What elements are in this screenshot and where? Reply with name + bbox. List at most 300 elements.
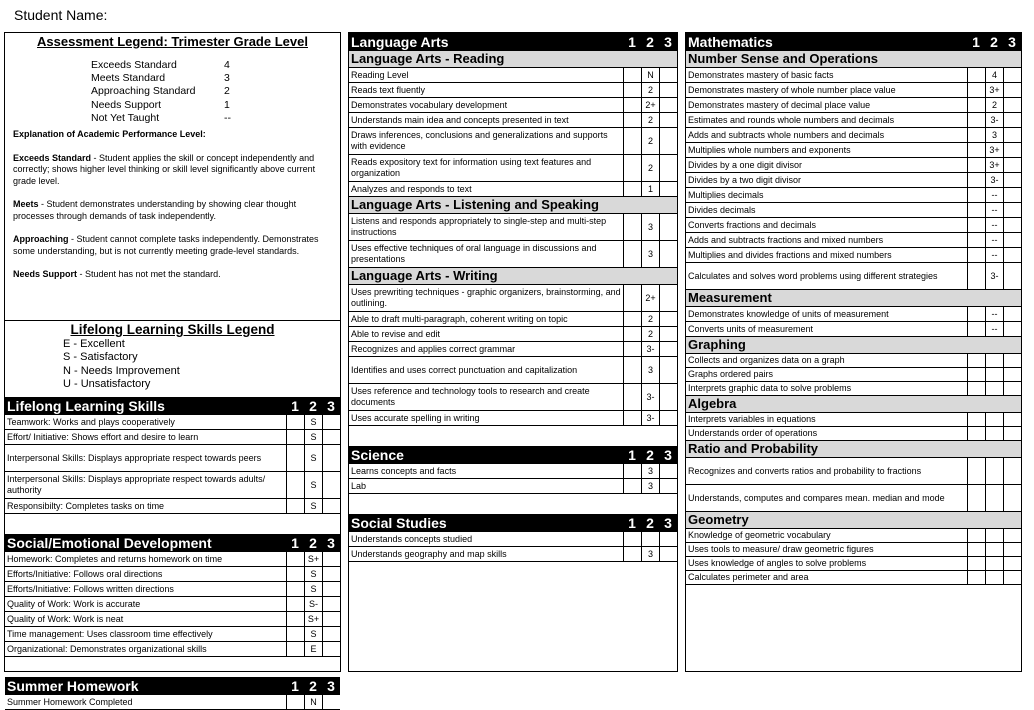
skill-label: Understands, computes and compares mean. median and mode bbox=[688, 492, 945, 503]
table-row bbox=[349, 357, 677, 384]
trimester-2-mark: S bbox=[304, 499, 322, 513]
skill-label: Quality of Work: Work is neat bbox=[7, 613, 124, 624]
table-row bbox=[5, 499, 340, 514]
trimester-3-mark bbox=[322, 582, 340, 596]
trimester-1-mark bbox=[623, 327, 641, 341]
trimester-header: 2 bbox=[646, 447, 654, 463]
trimester-3-mark bbox=[659, 241, 677, 267]
trimester-1-mark bbox=[967, 233, 985, 247]
skill-label: Divides by a one digit divisor bbox=[688, 159, 803, 170]
table-row bbox=[349, 312, 677, 327]
trimester-header: 1 bbox=[628, 34, 636, 50]
lifelong-legend-item: N - Needs Improvement bbox=[63, 364, 180, 377]
trimester-3-mark bbox=[1003, 557, 1021, 570]
paragraph-term: Approaching bbox=[13, 234, 69, 245]
table-row bbox=[686, 571, 1021, 585]
skill-label: Responsibilty: Completes tasks on time bbox=[7, 500, 165, 511]
trimester-2-mark: S bbox=[304, 582, 322, 596]
trimester-2-mark: 3 bbox=[641, 479, 659, 493]
trimester-1-mark bbox=[967, 413, 985, 426]
skill-label: Demonstrates mastery of decimal place value bbox=[688, 99, 871, 110]
trimester-3-mark bbox=[1003, 98, 1021, 112]
skill-label: Uses reference and technology tools to research and create documents bbox=[351, 386, 590, 407]
graphing-subheader: Graphing bbox=[686, 337, 1021, 354]
trimester-1-mark bbox=[967, 263, 985, 289]
trimester-2-mark: N bbox=[304, 695, 322, 709]
trimester-1-mark bbox=[286, 552, 304, 566]
table-row bbox=[5, 627, 340, 642]
trimester-3-mark bbox=[659, 547, 677, 561]
trimester-3-mark bbox=[1003, 188, 1021, 202]
skill-label: Demonstrates knowledge of units of measurement bbox=[688, 308, 889, 319]
ratio-and-probability-subheader: Ratio and Probability bbox=[686, 441, 1021, 458]
skill-label: Converts fractions and decimals bbox=[688, 219, 817, 230]
skill-label: Uses effective techniques of oral language in discussions and presentations bbox=[351, 243, 597, 264]
lifelong-legend-title: Lifelong Learning Skills Legend bbox=[70, 322, 275, 337]
skill-label: Recognizes and applies correct grammar bbox=[351, 343, 516, 354]
trimester-header: 3 bbox=[327, 398, 335, 414]
trimester-3-mark bbox=[1003, 233, 1021, 247]
trimester-1-mark bbox=[286, 445, 304, 471]
explanation-heading: Explanation of Academic Performance Level: bbox=[13, 129, 206, 140]
table-row bbox=[349, 155, 677, 182]
table-row bbox=[349, 464, 677, 479]
trimester-1-mark bbox=[286, 627, 304, 641]
explanation-paragraph bbox=[13, 199, 332, 222]
skill-label: Understands concepts studied bbox=[351, 533, 473, 544]
level-name: Needs Support bbox=[91, 98, 162, 111]
section-title: Science bbox=[351, 447, 404, 463]
trimester-2-mark: 3 bbox=[641, 214, 659, 240]
table-row bbox=[349, 327, 677, 342]
skill-label: Uses accurate spelling in writing bbox=[351, 412, 480, 423]
lifelong-legend-item: S - Satisfactory bbox=[63, 351, 138, 364]
trimester-1-mark bbox=[967, 158, 985, 172]
paragraph-text: - Student demonstrates understanding by showing clear thought processes through demands of task independently. bbox=[13, 199, 297, 221]
trimester-1-mark bbox=[623, 241, 641, 267]
table-row bbox=[349, 98, 677, 113]
trimester-3-mark bbox=[1003, 354, 1021, 367]
skill-label: Calculates perimeter and area bbox=[688, 572, 809, 582]
level-row bbox=[91, 59, 332, 72]
trimester-1-mark bbox=[967, 83, 985, 97]
skill-label: Understands main idea and concepts presented in text bbox=[351, 114, 569, 125]
skill-label: Reads expository text for information using text features and organization bbox=[351, 157, 592, 178]
trimester-3-mark bbox=[1003, 427, 1021, 440]
trimester-1-mark bbox=[623, 342, 641, 356]
table-row bbox=[686, 143, 1021, 158]
skill-label: Homework: Completes and returns homework on time bbox=[7, 553, 223, 564]
trimester-1-mark bbox=[967, 557, 985, 570]
trimester-1-mark bbox=[286, 472, 304, 498]
table-row bbox=[5, 695, 340, 710]
level-value: 4 bbox=[224, 59, 230, 71]
trimester-3-mark bbox=[659, 357, 677, 383]
skill-label: Summer Homework Completed bbox=[7, 696, 133, 707]
trimester-header: 3 bbox=[664, 515, 672, 531]
trimester-3-mark bbox=[1003, 571, 1021, 584]
language-arts-header bbox=[349, 33, 677, 51]
trimester-2-mark: S+ bbox=[304, 552, 322, 566]
table-row bbox=[686, 188, 1021, 203]
trimester-3-mark bbox=[659, 342, 677, 356]
algebra-subheader: Algebra bbox=[686, 396, 1021, 413]
trimester-1-mark bbox=[286, 499, 304, 513]
table-row bbox=[5, 642, 340, 657]
trimester-1-mark bbox=[623, 464, 641, 478]
level-name: Not Yet Taught bbox=[91, 111, 160, 124]
skill-label: Collects and organizes data on a graph bbox=[688, 355, 845, 365]
language-arts-writing-subheader: Language Arts - Writing bbox=[349, 268, 677, 285]
table-row bbox=[686, 413, 1021, 427]
trimester-2-mark: -- bbox=[985, 233, 1003, 247]
trimester-2-mark: 3 bbox=[641, 547, 659, 561]
table-row bbox=[349, 411, 677, 426]
table-row bbox=[686, 427, 1021, 441]
table-row bbox=[686, 98, 1021, 113]
trimester-2-mark: 3- bbox=[641, 342, 659, 356]
right-sections bbox=[686, 33, 1021, 585]
table-row bbox=[349, 128, 677, 155]
table-row bbox=[686, 382, 1021, 396]
skill-label: Efforts/Initiative: Follows oral directions bbox=[7, 568, 163, 579]
skill-label: Quality of Work: Work is accurate bbox=[7, 598, 141, 609]
assessment-levels bbox=[91, 59, 332, 125]
left-sections bbox=[5, 397, 340, 710]
trimester-2-mark: 2 bbox=[641, 113, 659, 127]
skill-label: Multiplies whole numbers and exponents bbox=[688, 144, 851, 155]
trimester-2-mark: -- bbox=[985, 248, 1003, 262]
level-name: Exceeds Standard bbox=[91, 59, 177, 71]
table-row bbox=[349, 113, 677, 128]
trimester-header: 2 bbox=[646, 515, 654, 531]
trimester-3-mark bbox=[1003, 543, 1021, 556]
table-row bbox=[686, 485, 1021, 512]
explanation-paragraph bbox=[13, 153, 332, 188]
trimester-2-mark: -- bbox=[985, 188, 1003, 202]
trimester-3-mark bbox=[322, 642, 340, 656]
skill-label: Identifies and uses correct punctuation and capitalization bbox=[351, 364, 578, 375]
table-row bbox=[686, 248, 1021, 263]
middle-column bbox=[348, 32, 678, 672]
trimester-3-mark bbox=[1003, 368, 1021, 381]
trimester-3-mark bbox=[659, 214, 677, 240]
student-name-label: Student Name: bbox=[14, 7, 108, 23]
table-row bbox=[686, 354, 1021, 368]
table-row bbox=[686, 68, 1021, 83]
trimester-2-mark bbox=[985, 529, 1003, 542]
table-row bbox=[686, 233, 1021, 248]
table-row bbox=[686, 113, 1021, 128]
skill-label: Multiplies and divides fractions and mixed numbers bbox=[688, 249, 892, 260]
trimester-2-mark bbox=[985, 382, 1003, 395]
language-arts-reading-subheader: Language Arts - Reading bbox=[349, 51, 677, 68]
trimester-1-mark bbox=[286, 695, 304, 709]
trimester-3-mark bbox=[659, 384, 677, 410]
trimester-2-mark: 3+ bbox=[985, 83, 1003, 97]
table-row bbox=[686, 128, 1021, 143]
skill-label: Teamwork: Works and plays cooperatively bbox=[7, 416, 175, 427]
geometry-subheader: Geometry bbox=[686, 512, 1021, 529]
skill-label: Demonstrates vocabulary development bbox=[351, 99, 508, 110]
skill-label: Reading Level bbox=[351, 69, 409, 80]
trimester-2-mark: 3- bbox=[641, 384, 659, 410]
skill-label: Able to revise and edit bbox=[351, 328, 441, 339]
trimester-3-mark bbox=[659, 532, 677, 546]
table-row bbox=[349, 479, 677, 494]
trimester-1-mark bbox=[286, 582, 304, 596]
trimester-3-mark bbox=[1003, 218, 1021, 232]
skill-label: Interprets variables in equations bbox=[688, 414, 816, 424]
trimester-3-mark bbox=[1003, 143, 1021, 157]
table-row bbox=[686, 458, 1021, 485]
trimester-2-mark bbox=[985, 458, 1003, 484]
trimester-1-mark bbox=[286, 430, 304, 444]
trimester-3-mark bbox=[659, 83, 677, 97]
level-name: Approaching Standard bbox=[91, 85, 196, 98]
trimester-1-mark bbox=[623, 128, 641, 154]
trimester-2-mark bbox=[985, 571, 1003, 584]
trimester-2-mark: S bbox=[304, 415, 322, 429]
level-value: 1 bbox=[224, 98, 230, 111]
skill-label: Uses tools to measure/ draw geometric figures bbox=[688, 544, 874, 554]
section-title: Language Arts bbox=[351, 34, 449, 50]
trimester-2-mark: 3- bbox=[985, 263, 1003, 289]
trimester-3-mark bbox=[1003, 485, 1021, 511]
skill-label: Demonstrates mastery of whole number place value bbox=[688, 84, 896, 95]
trimester-2-mark: S bbox=[304, 627, 322, 641]
trimester-1-mark bbox=[967, 354, 985, 367]
trimester-2-mark: N bbox=[641, 68, 659, 82]
trimester-1-mark bbox=[623, 312, 641, 326]
trimester-header: 1 bbox=[972, 34, 980, 50]
assessment-legend bbox=[5, 34, 340, 321]
trimester-1-mark bbox=[623, 411, 641, 425]
trimester-1-mark bbox=[967, 128, 985, 142]
trimester-1-mark bbox=[967, 203, 985, 217]
trimester-3-mark bbox=[1003, 307, 1021, 321]
trimester-3-mark bbox=[322, 472, 340, 498]
trimester-1-mark bbox=[967, 571, 985, 584]
trimester-1-mark bbox=[623, 357, 641, 383]
trimester-1-mark bbox=[623, 532, 641, 546]
skill-label: Lab bbox=[351, 480, 367, 491]
skill-label: Effort/ Initiative: Shows effort and desire to learn bbox=[7, 431, 199, 442]
level-row bbox=[91, 72, 332, 85]
trimester-2-mark: 2 bbox=[985, 98, 1003, 112]
trimester-3-mark bbox=[322, 567, 340, 581]
level-value: 3 bbox=[224, 72, 230, 85]
trimester-3-mark bbox=[1003, 173, 1021, 187]
table-row bbox=[349, 532, 677, 547]
table-row bbox=[5, 552, 340, 567]
skill-label: Calculates and solves word problems using different strategies bbox=[688, 270, 938, 281]
table-row bbox=[686, 368, 1021, 382]
trimester-header: 1 bbox=[291, 678, 299, 694]
table-row bbox=[5, 415, 340, 430]
trimester-2-mark: S bbox=[304, 430, 322, 444]
trimester-3-mark bbox=[1003, 263, 1021, 289]
trimester-2-mark: 3 bbox=[641, 357, 659, 383]
trimester-1-mark bbox=[967, 307, 985, 321]
trimester-3-mark bbox=[659, 113, 677, 127]
trimester-2-mark: 2+ bbox=[641, 98, 659, 112]
paragraph-term: Needs Support bbox=[13, 269, 78, 280]
trimester-3-mark bbox=[1003, 128, 1021, 142]
trimester-3-mark bbox=[659, 479, 677, 493]
level-value: -- bbox=[224, 111, 231, 124]
table-row bbox=[5, 430, 340, 445]
skill-label: Converts units of measurement bbox=[688, 323, 814, 334]
table-row bbox=[5, 597, 340, 612]
table-row bbox=[349, 83, 677, 98]
skill-label: Efforts/Initiative: Follows written directions bbox=[7, 583, 174, 594]
trimester-1-mark bbox=[967, 322, 985, 336]
table-row bbox=[349, 342, 677, 357]
skill-label: Draws inferences, conclusions and generalizations and supports with evidence bbox=[351, 130, 608, 151]
table-row bbox=[349, 285, 677, 312]
trimester-2-mark: -- bbox=[985, 218, 1003, 232]
trimester-2-mark: 1 bbox=[641, 182, 659, 196]
trimester-2-mark: 2 bbox=[641, 312, 659, 326]
skill-label: Interpersonal Skills: Displays appropriate respect towards peers bbox=[7, 452, 262, 463]
assessment-legend-title: Assessment Legend: Trimester Grade Level bbox=[37, 34, 308, 49]
skill-label: Understands order of operations bbox=[688, 428, 818, 438]
trimester-3-mark bbox=[1003, 322, 1021, 336]
trimester-3-mark bbox=[1003, 413, 1021, 426]
table-row bbox=[349, 68, 677, 83]
trimester-2-mark: S- bbox=[304, 597, 322, 611]
skill-label: Listens and responds appropriately to single-step and multi-step instructions bbox=[351, 216, 607, 237]
trimester-3-mark bbox=[322, 627, 340, 641]
trimester-1-mark bbox=[623, 479, 641, 493]
lifelong-legend-item: E - Excellent bbox=[63, 338, 125, 350]
trimester-3-mark bbox=[1003, 458, 1021, 484]
trimester-1-mark bbox=[623, 83, 641, 97]
trimester-1-mark bbox=[967, 485, 985, 511]
left-column bbox=[4, 32, 341, 707]
skill-label: Adds and subtracts fractions and mixed numbers bbox=[688, 234, 884, 245]
trimester-3-mark bbox=[659, 155, 677, 181]
trimester-2-mark bbox=[985, 485, 1003, 511]
level-name: Meets Standard bbox=[91, 72, 166, 85]
trimester-header: 3 bbox=[664, 447, 672, 463]
trimester-3-mark bbox=[322, 445, 340, 471]
trimester-1-mark bbox=[286, 415, 304, 429]
trimester-header: 1 bbox=[628, 515, 636, 531]
table-row bbox=[686, 543, 1021, 557]
trimester-3-mark bbox=[659, 285, 677, 311]
skill-label: Interprets graphic data to solve problems bbox=[688, 383, 852, 393]
trimester-3-mark bbox=[322, 552, 340, 566]
table-row bbox=[349, 547, 677, 562]
skill-label: Understands geography and map skills bbox=[351, 548, 507, 559]
trimester-3-mark bbox=[322, 612, 340, 626]
trimester-2-mark: -- bbox=[985, 322, 1003, 336]
trimester-2-mark: 3+ bbox=[985, 143, 1003, 157]
trimester-1-mark bbox=[967, 218, 985, 232]
summer-homework-header bbox=[5, 677, 340, 695]
trimester-2-mark bbox=[641, 532, 659, 546]
trimester-3-mark bbox=[1003, 382, 1021, 395]
number-sense-and-operations-subheader: Number Sense and Operations bbox=[686, 51, 1021, 68]
middle-sections bbox=[349, 33, 677, 562]
skill-label: Uses knowledge of angles to solve problems bbox=[688, 558, 867, 568]
paragraph-text: - Student has not met the standard. bbox=[77, 269, 221, 280]
skill-label: Multiplies decimals bbox=[688, 189, 764, 200]
mathematics-header bbox=[686, 33, 1021, 51]
trimester-1-mark bbox=[286, 567, 304, 581]
trimester-1-mark bbox=[967, 188, 985, 202]
trimester-1-mark bbox=[967, 427, 985, 440]
explanation-paragraph bbox=[13, 234, 332, 257]
table-row bbox=[686, 263, 1021, 290]
trimester-3-mark bbox=[1003, 83, 1021, 97]
trimester-1-mark bbox=[623, 547, 641, 561]
trimester-1-mark bbox=[623, 155, 641, 181]
level-row bbox=[91, 112, 332, 125]
trimester-header: 1 bbox=[628, 447, 636, 463]
trimester-header: 1 bbox=[291, 398, 299, 414]
trimester-1-mark bbox=[623, 384, 641, 410]
level-value: 2 bbox=[224, 85, 230, 98]
trimester-2-mark: -- bbox=[985, 307, 1003, 321]
section-gap bbox=[5, 657, 340, 677]
trimester-1-mark bbox=[967, 368, 985, 381]
trimester-1-mark bbox=[623, 214, 641, 240]
trimester-1-mark bbox=[967, 68, 985, 82]
trimester-1-mark bbox=[967, 543, 985, 556]
trimester-2-mark: S+ bbox=[304, 612, 322, 626]
trimester-1-mark bbox=[967, 382, 985, 395]
trimester-header: 3 bbox=[327, 678, 335, 694]
trimester-3-mark bbox=[322, 430, 340, 444]
trimester-1-mark bbox=[286, 597, 304, 611]
skill-label: Learns concepts and facts bbox=[351, 465, 457, 476]
table-row bbox=[5, 472, 340, 499]
trimester-1-mark bbox=[967, 529, 985, 542]
table-row bbox=[686, 557, 1021, 571]
skill-label: Reads text fluently bbox=[351, 84, 426, 95]
table-row bbox=[5, 582, 340, 597]
trimester-2-mark: S bbox=[304, 472, 322, 498]
trimester-3-mark bbox=[1003, 529, 1021, 542]
table-row bbox=[349, 182, 677, 197]
trimester-2-mark: 3- bbox=[985, 113, 1003, 127]
trimester-3-mark bbox=[659, 327, 677, 341]
social-studies-header bbox=[349, 514, 677, 532]
section-title: Lifelong Learning Skills bbox=[7, 398, 165, 414]
trimester-header: 3 bbox=[327, 535, 335, 551]
paragraph-term: Meets bbox=[13, 199, 39, 210]
trimester-3-mark bbox=[322, 415, 340, 429]
trimester-1-mark bbox=[623, 113, 641, 127]
trimester-3-mark bbox=[659, 312, 677, 326]
science-header bbox=[349, 446, 677, 464]
trimester-3-mark bbox=[322, 695, 340, 709]
section-title: Summer Homework bbox=[7, 678, 139, 694]
trimester-3-mark bbox=[1003, 203, 1021, 217]
table-row bbox=[349, 241, 677, 268]
lifelong-legend-item: U - Unsatisfactory bbox=[63, 377, 151, 390]
level-row bbox=[91, 99, 332, 112]
trimester-1-mark bbox=[967, 248, 985, 262]
trimester-2-mark: 2 bbox=[641, 128, 659, 154]
paragraph-text: - Student cannot complete tasks independently. Demonstrates some understanding, but is not currently meeting grade-level standards. bbox=[13, 234, 319, 256]
trimester-header: 3 bbox=[1008, 34, 1016, 50]
skill-label: Uses prewriting techniques - graphic organizers, brainstorming, and outlining. bbox=[351, 287, 621, 308]
trimester-3-mark bbox=[1003, 158, 1021, 172]
